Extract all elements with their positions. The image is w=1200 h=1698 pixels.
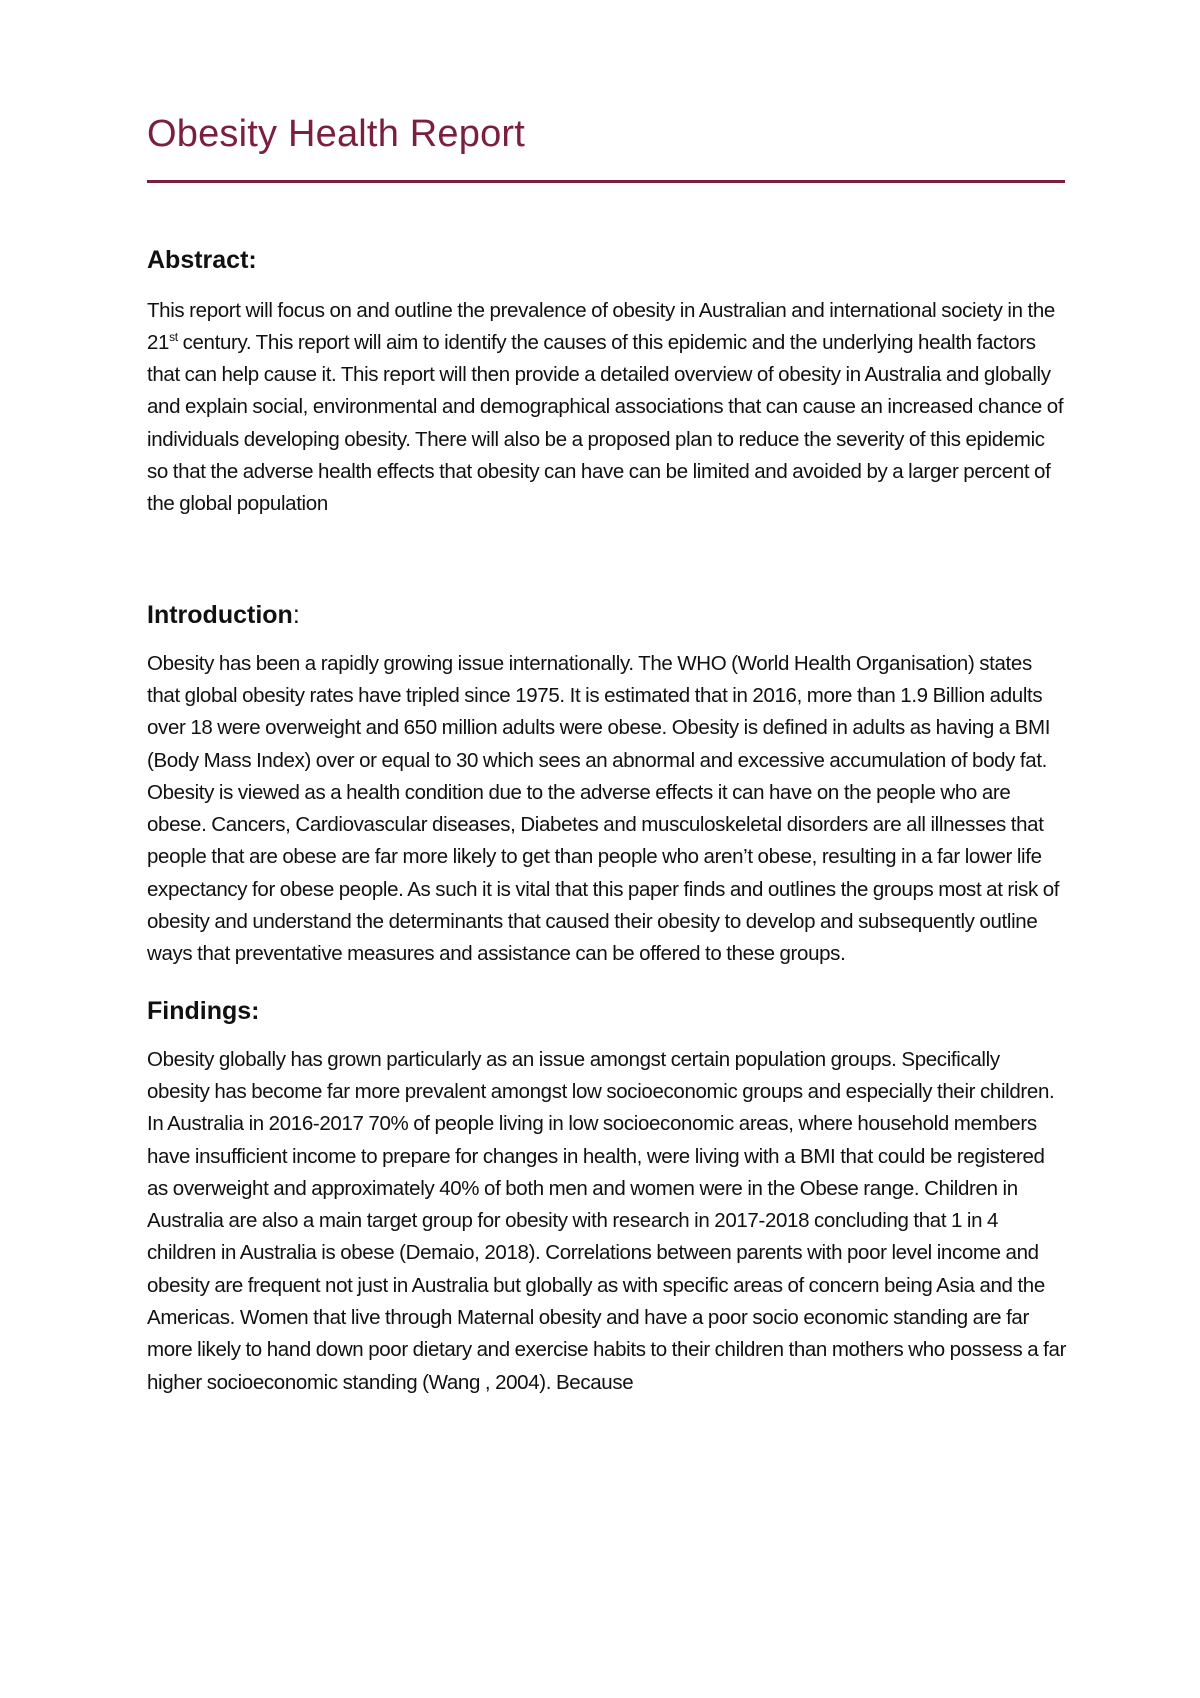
- abstract-paragraph: [147, 295, 1067, 521]
- document-title: Obesity Health Report: [147, 113, 526, 155]
- introduction-heading-colon: :: [292, 600, 300, 629]
- title-divider: [147, 180, 1065, 183]
- abstract-text-start: This report will focus on and outline the prevalence of obesity in Australian and international society in the 21: [147, 298, 1055, 354]
- document-page: [147, 112, 1067, 1399]
- findings-heading: Findings:: [147, 996, 260, 1025]
- abstract-heading: Abstract:: [147, 245, 257, 274]
- findings-paragraph: Obesity globally has grown particularly as an issue amongst certain population groups. Specifically obesity has become far more prevalent amongst low socioeconomic groups and especially their children. In Australia in 2016-2017 70% of people living in low socioeconomic areas, where household members have insufficient income to prepare for changes in health, were living with a BMI that could be registered as overweight and approximately 40% of both men and women were in the Obese range. Children in Australia are also a main target group for obesity with research in 2017-2018 concluding that 1 in 4 children in Australia is obese (Demaio, 2018). Correlations between parents with poor level income and obesity are frequent not just in Australia but globally as with specific areas of concern being Asia and the Americas. Women that live through Maternal obesity and have a poor socio economic standing are far more likely to hand down poor dietary and exercise habits to their children than mothers who possess a far higher socioeconomic standing (Wang , 2004). Because: [147, 1047, 1067, 1394]
- ordinal-superscript: st: [169, 330, 178, 345]
- introduction-paragraph: Obesity has been a rapidly growing issue internationally. The WHO (World Health Organisation) states that global obesity rates have tripled since 1975. It is estimated that in 2016, more than 1.9 Billion adults over 18 were overweight and 650 million adults were obese. Obesity is defined in adults as having a BMI (Body Mass Index) over or equal to 30 which sees an abnormal and excessive accumulation of body fat. Obesity is viewed as a health condition due to the adverse effects it can have on the people who are obese. Cancers, Cardiovascular diseases, Diabetes and musculoskeletal disorders are all illnesses that people that are obese are far more likely to get than people who aren’t obese, resulting in a far lower life expectancy for obese people. As such it is vital that this paper finds and outlines the groups most at risk of obesity and understand the determinants that caused their obesity to develop and subsequently outline ways that preventative measures and assistance can be offered to these groups.: [147, 651, 1060, 966]
- introduction-heading-label: Introduction: [147, 600, 293, 629]
- abstract-text-end: century. This report will aim to identify the causes of this epidemic and the underlying health factors that can help cause it. This report will then provide a detailed overview of obesity in Australia and globally and explain social, environmental and demographical associations that can cause an increased chance of individuals developing obesity. There will also be a proposed plan to reduce the severity of this epidemic so that the adverse health effects that obesity can have can be limited and avoided by a larger percent of the global population: [147, 330, 1064, 516]
- introduction-heading: [147, 600, 1067, 630]
